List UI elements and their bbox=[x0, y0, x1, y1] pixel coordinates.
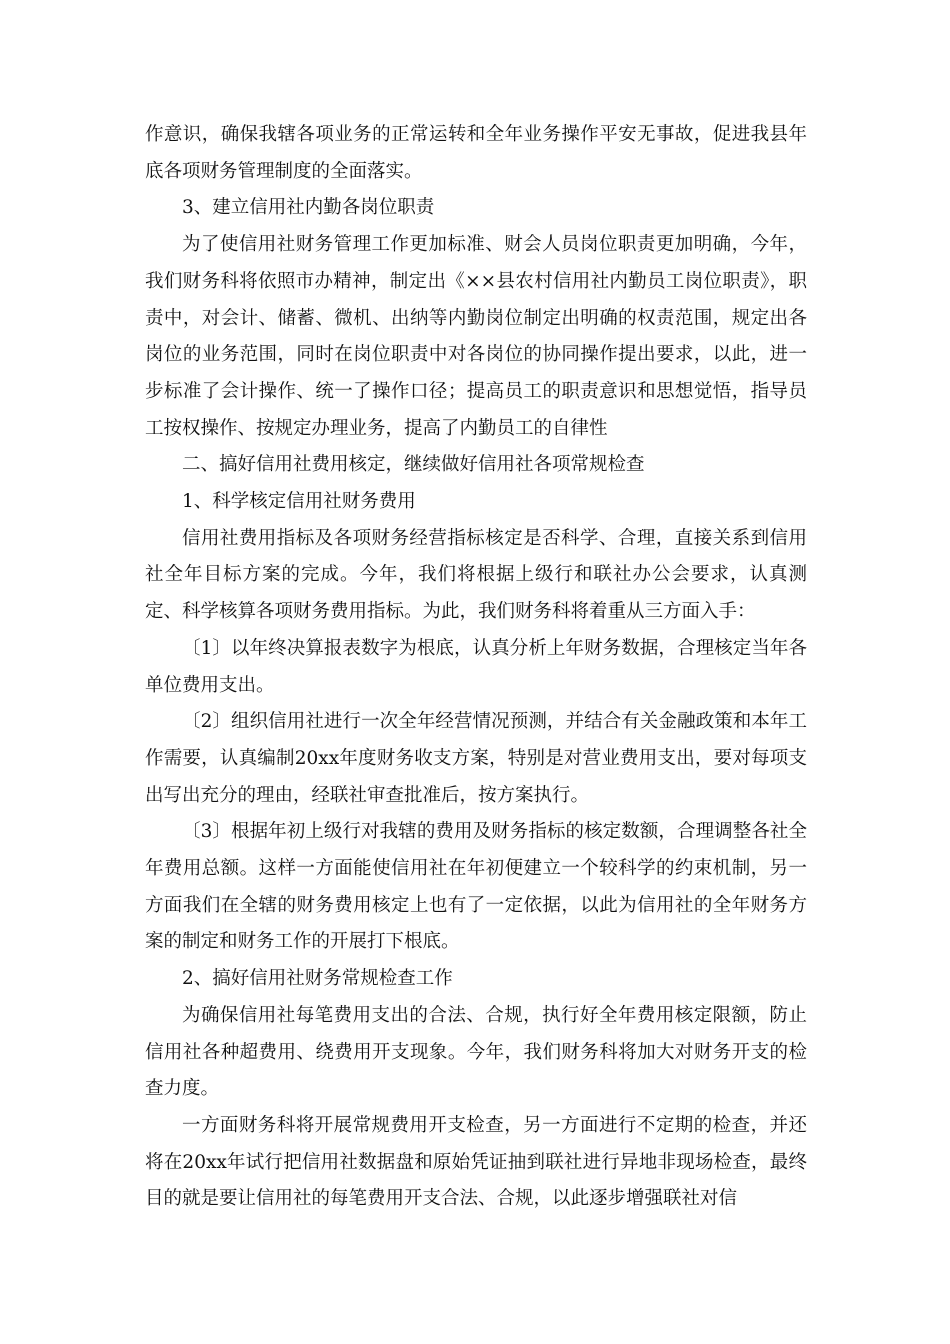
heading-section-2: 二、搞好信用社费用核定，继续做好信用社各项常规检查 bbox=[182, 454, 645, 476]
list-item-1: 〔1〕以年终决算报表数字为根底，认真分析上年财务数据，合理核定当年各单位费用支出。 bbox=[145, 637, 807, 696]
heading-3-internal-duties: 3、建立信用社内勤各岗位职责 bbox=[182, 197, 435, 219]
paragraph-2: 为了使信用社财务管理工作更加标准、财会人员岗位职责更加明确，今年，我们财务科将依照市办精神，制定出《××县农村信用社内勤员工岗位职责》，职责中，对会计、储蓄、微机、出纳等内勤岗位制定出明确的权责范围，规定出各岗位的业务范围，同时在岗位职责中对各岗位的协同操作提出要求，以此，进一步标准了会计操作、统一了操作口径；提高员工的职责意识和思想觉悟，指导员工按权操作、按规定办理业务，提高了内勤员工的自律性 bbox=[145, 234, 807, 439]
paragraph-1: 作意识，确保我辖各项业务的正常运转和全年业务操作平安无事故，促进我县年底各项财务管理制度的全面落实。 bbox=[145, 124, 807, 182]
list-item-3: 〔3〕根据年初上级行对我辖的费用及财务指标的核定数额，合理调整各社全年费用总额。这样一方面能使信用社在年初便建立一个较科学的约束机制，另一方面我们在全辖的财务费用核定上也有了一定依据，以此为信用社的全年财务方案的制定和财务工作的开展打下根底。 bbox=[145, 821, 807, 953]
paragraph-5: 一方面财务科将开展常规费用开支检查，另一方面进行不定期的检查，并还将在20xx年试行把信用社数据盘和原始凭证抽到联社进行异地非现场检查，最终目的就是要让信用社的每笔费用开支合法、合规，以此逐步增强联社对信 bbox=[145, 1114, 807, 1210]
paragraph-3: 信用社费用指标及各项财务经营指标核定是否科学、合理，直接关系到信用社全年目标方案的完成。今年，我们将根据上级行和联社办公会要求，认真测定、科学核算各项财务费用指标。为此，我们财务科将着重从三方面入手： bbox=[145, 527, 807, 623]
paragraph-4: 为确保信用社每笔费用支出的合法、合规，执行好全年费用核定限额，防止信用社各种超费用、绕费用开支现象。今年，我们财务科将加大对财务开支的检查力度。 bbox=[145, 1004, 807, 1100]
document-page bbox=[145, 117, 807, 1218]
heading-2-routine-check: 2、搞好信用社财务常规检查工作 bbox=[182, 968, 453, 990]
list-item-2: 〔2〕组织信用社进行一次全年经营情况预测，并结合有关金融政策和本年工作需要，认真编制20xx年度财务收支方案，特别是对营业费用支出，要对每项支出写出充分的理由，经联社审查批准后，按方案执行。 bbox=[145, 711, 807, 806]
heading-1-finance-cost: 1、科学核定信用社财务费用 bbox=[182, 491, 416, 513]
